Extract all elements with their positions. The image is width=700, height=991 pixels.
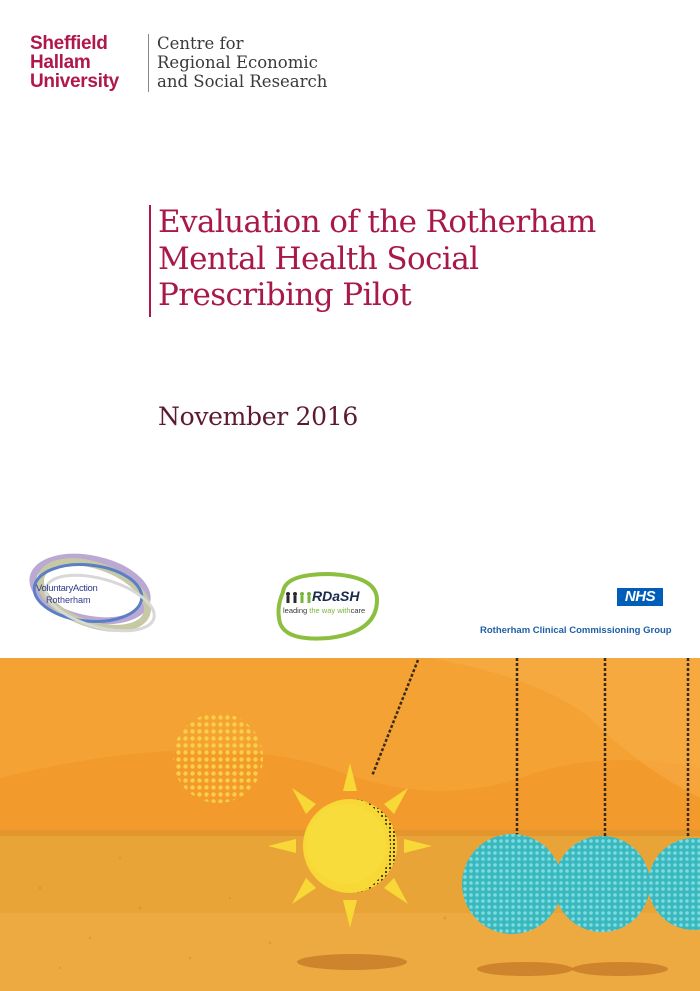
teal-ball-1 bbox=[462, 834, 562, 934]
centre-line-2: Regional Economic bbox=[157, 53, 318, 72]
rdash-tagline-post: care bbox=[350, 606, 366, 615]
centre-name bbox=[157, 34, 327, 91]
header-divider bbox=[148, 34, 149, 92]
centre-line-1: Centre for bbox=[157, 34, 244, 53]
nhs-badge: NHS bbox=[617, 588, 663, 606]
voluntary-action-line-1: VoluntaryAction bbox=[36, 583, 98, 594]
centre-line-3: and Social Research bbox=[157, 72, 328, 91]
title-line-3: Prescribing Pilot bbox=[158, 277, 412, 313]
rdash-tagline-mid: the way with bbox=[309, 606, 351, 615]
university-line-3: University bbox=[30, 71, 119, 92]
halftone-sun bbox=[173, 713, 263, 803]
ccg-name: Rotherham Clinical Commissioning Group bbox=[480, 625, 672, 636]
title-line-1: Evaluation of the Rotherham bbox=[158, 204, 596, 240]
ball-shadow-2 bbox=[572, 962, 668, 976]
university-line-2: Hallam bbox=[30, 52, 91, 73]
sun-shadow bbox=[297, 954, 407, 970]
document-date: November 2016 bbox=[158, 402, 358, 431]
rdash-tagline-pre: leading bbox=[283, 606, 310, 615]
sheffield-hallam-logo bbox=[30, 34, 119, 91]
title-line-2: Mental Health Social bbox=[158, 240, 479, 277]
ball-shadow-1 bbox=[477, 962, 573, 976]
document-title bbox=[158, 204, 596, 314]
voluntary-action-line-2: Rotherham bbox=[46, 595, 91, 605]
title-accent-bar bbox=[149, 205, 151, 317]
cover-illustration bbox=[0, 658, 700, 991]
rdash-tagline bbox=[283, 606, 365, 615]
university-line-1: Sheffield bbox=[30, 33, 108, 54]
teal-ball-2 bbox=[554, 836, 650, 932]
rdash-name: RDaSH bbox=[312, 588, 360, 604]
